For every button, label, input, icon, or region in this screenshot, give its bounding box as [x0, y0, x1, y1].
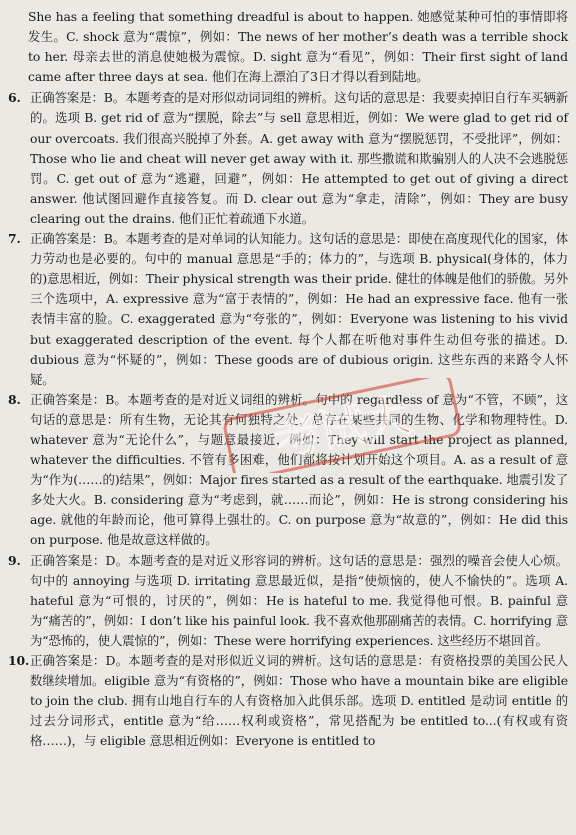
answer-explanations — [8, 7, 568, 751]
item-text: 正确答案是：B。本题考查的是对单词的认知能力。这句话的意思是：即使在高度现代化的国家，体力劳动也是必要的。句中的 manual 意思是“手的；体力的”，与选项 B. physical(身体的，体力的)意思相近，例如：Their physical strength was their pride. 健壮的体魄是他们的骄傲。另外三个选项中，A. expressive 意为“富于表情的”，例如：He had an expressive face. 他有一张表情丰富的脸。C. exaggerated 意为“夸张的”，例如：Everyone was listening to his vivid but exaggerated description of the event. 每个人都在听他对事件生动但夸张的描述。D. dubious 意为“怀疑的”，例如：These goods are of dubious origin. 这些东西的来路令人怀疑。 — [30, 231, 568, 387]
intro-paragraph: She has a feeling that something dreadful is about to happen. 她感觉某种可怕的事情即将发生。C. shock 意为“震惊”，例如：The news of her mother’s death was a terrible shock to her. 母亲去世的消息使她极为震惊。D. sight 意为“看见”，例如：Their first sight of land came after three days at sea. 他们在海上漂泊了3日才得以看到陆地。 — [28, 9, 568, 85]
answer-item-9 — [8, 551, 568, 651]
item-number: 9. — [8, 552, 21, 568]
answer-item-8 — [8, 390, 568, 551]
item-number: 6. — [8, 90, 21, 106]
item-number: 10. — [8, 653, 30, 668]
item-number: 8. — [8, 391, 21, 407]
answer-item-7 — [8, 229, 568, 390]
item-text: 正确答案是：D。本题考查的是对形似近义词的辨析。这句话的意思是：有资格投票的美国公民人数继续增加。eligible 意为“有资格的”，例如：Those who have a mountain bike are eligible to join the club. 拥有山地自行车的人有资格加入此俱乐部。选项 D. entitled 是动词 entitle 的过去分词形式，entitle 意为“给……权利或资格”，常见搭配为 be entitled to...(有权或有资格……)，与 eligible 意思相近例如：Everyone is entitled to — [30, 653, 568, 749]
item-text: 正确答案是：B。本题考查的是对近义词组的辨析。句中的 regardless of 意为“不管，不顾”，这句话的意思是：所有生物，无论其有何独特之处，总存在某些共同的生物、化学和物理特性。D. whatever 意为“无论什么”，与题意最接近，例如：They will start the project as planned, whatever the difficulties. 不管有多困难，他们都将按计划开始这个项目。A. as a result of 意为“作为(……的)结果”，例如：Major fires started as a result of the earthquake. 地震引发了多处大火。B. considering 意为“考虑到，就……而论”，例如：He is strong considering his age. 就他的年龄而论，他可算得上强壮的。C. on purpose 意为“故意的”，例如：He did this on purpose. 他是故意这样做的。 — [30, 391, 568, 548]
item-number: 7. — [8, 231, 21, 247]
answer-item-10 — [8, 651, 568, 751]
item-text: 正确答案是：D。本题考查的是对近义形容词的辨析。这句话的意思是：强烈的噪音会使人心烦。句中的 annoying 与选项 D. irritating 意思最近似，是指“使烦恼的，使人不愉快的”。选项 A. hateful 意为“可恨的，讨厌的”，例如：He is hateful to me. 我觉得他可恨。B. painful 意为“痛苦的”，例如：I don’t like his painful look. 我不喜欢他那副痛苦的表情。C. horrifying 意为“恐怖的，使人震惊的”，例如：These were horrifying experiences. 这些经历不堪回首。 — [30, 552, 568, 648]
watermark-text: 考试大 — [269, 387, 416, 469]
item-text: 正确答案是：B。本题考查的是对形似动词词组的辨析。这句话的意思是：我要卖掉旧自行车买辆新的。选项 B. get rid of 意为“摆脱，除去”与 sell 意思相近，例如：We were glad to get rid of our overcoats. 我们很高兴脱掉了外套。A. get away with 意为“摆脱惩罚，不受批评”，例如：Those who lie and cheat will never get away with it. 那些撒谎和欺骗别人的人决不会逃脱惩罚。C. get out of 意为“逃避，回避”，例如：He attempted to get out of giving a direct answer. 他试图回避作直接答复。而 D. clear out 意为“拿走，清除”，例如：They are busy clearing out the drains. 他们正忙着疏通下水道。 — [30, 90, 568, 226]
answer-item-6 — [8, 88, 568, 229]
